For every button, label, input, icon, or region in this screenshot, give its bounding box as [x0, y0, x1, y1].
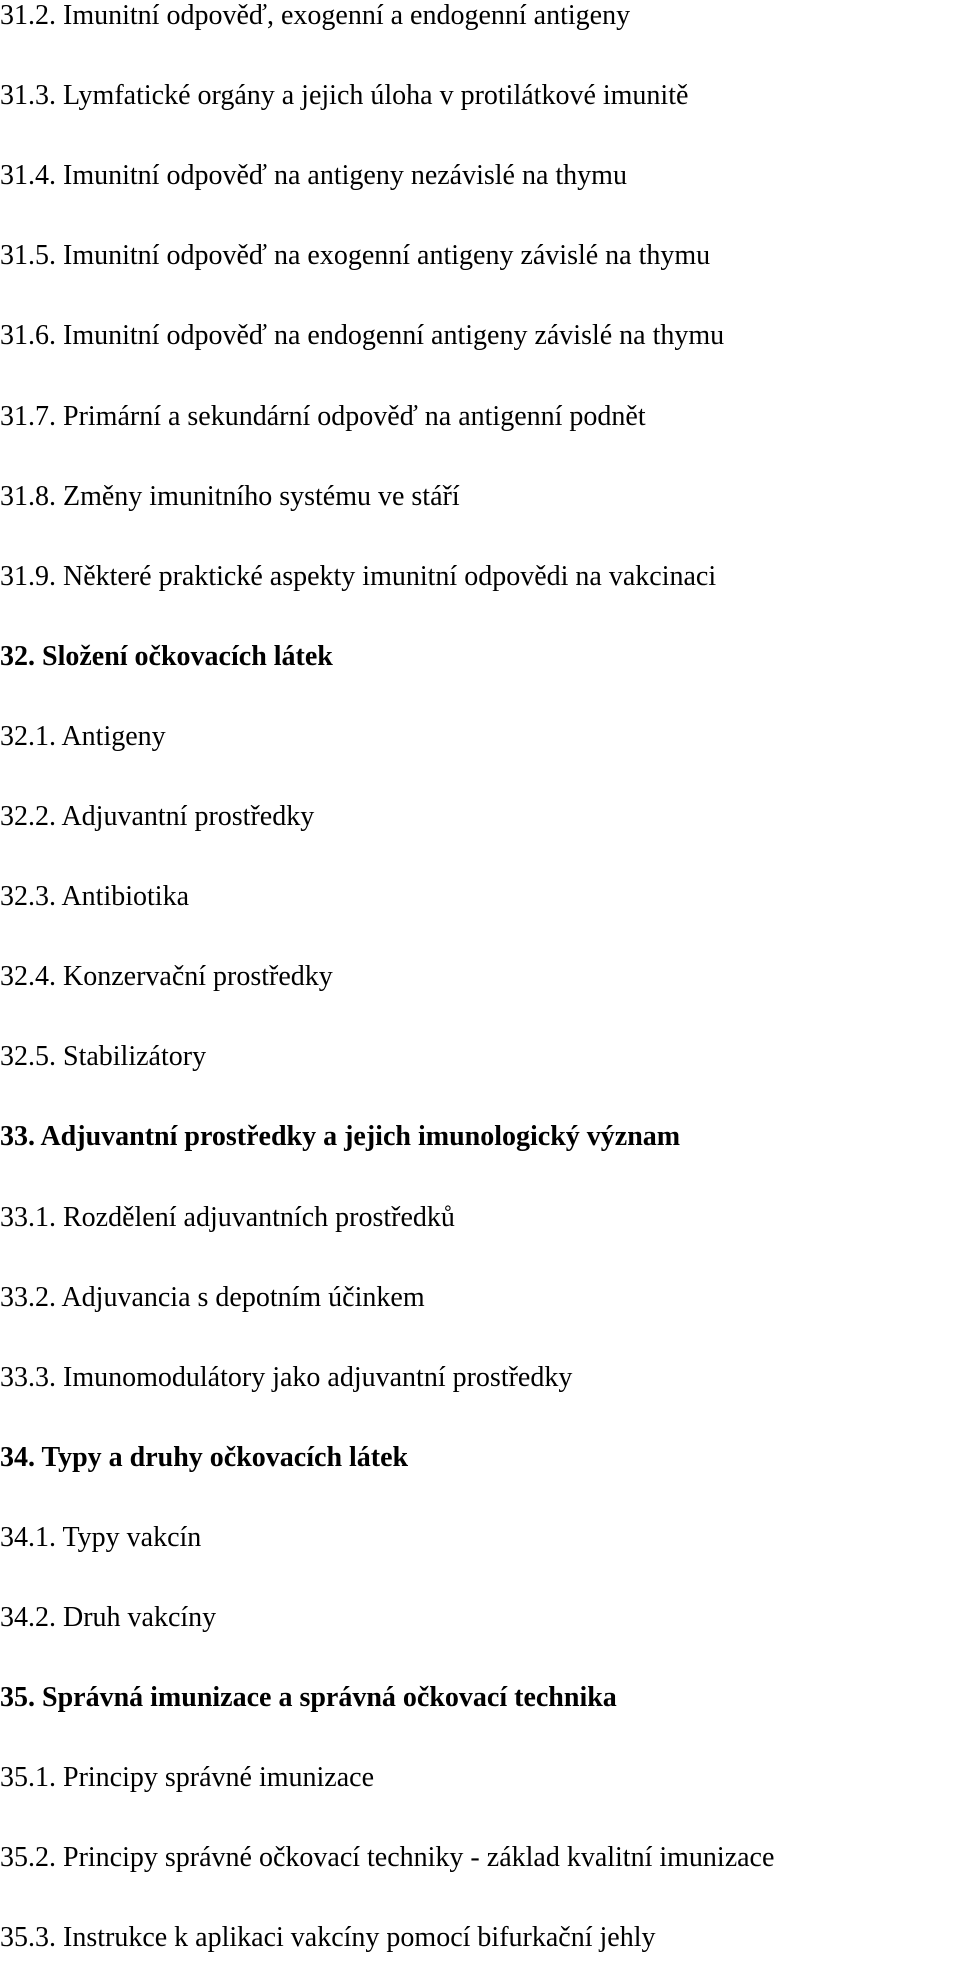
toc-entry: 34.1. Typy vakcín — [0, 1522, 202, 1553]
toc-heading: 32. Složení očkovacích látek — [0, 641, 333, 672]
toc-entry: 34.2. Druh vakcíny — [0, 1602, 217, 1633]
toc-entry: 32.1. Antigeny — [0, 721, 166, 752]
toc-entry: 31.2. Imunitní odpověď, exogenní a endogenní antigeny — [0, 0, 631, 31]
toc-entry: 35.1. Principy správné imunizace — [0, 1762, 375, 1793]
toc-entry: 32.3. Antibiotika — [0, 881, 189, 912]
toc-entry: 33.1. Rozdělení adjuvantních prostředků — [0, 1202, 455, 1233]
toc-heading: 34. Typy a druhy očkovacích látek — [0, 1442, 409, 1473]
toc-heading: 35. Správná imunizace a správná očkovací technika — [0, 1682, 617, 1713]
toc-entry: 35.3. Instrukce k aplikaci vakcíny pomocí bifurkační jehly — [0, 1922, 656, 1953]
toc-entry: 31.6. Imunitní odpověď na endogenní antigeny závislé na thymu — [0, 320, 725, 351]
toc-entry: 32.2. Adjuvantní prostředky — [0, 801, 315, 832]
toc-heading: 33. Adjuvantní prostředky a jejich imunologický význam — [0, 1121, 681, 1152]
toc-entry: 31.8. Změny imunitního systému ve stáří — [0, 481, 460, 512]
toc-entry: 33.3. Imunomodulátory jako adjuvantní prostředky — [0, 1362, 573, 1393]
toc-entry: 35.2. Principy správné očkovací techniky - základ kvalitní imunizace — [0, 1842, 775, 1873]
toc-entry: 33.2. Adjuvancia s depotním účinkem — [0, 1282, 425, 1313]
toc-entry: 31.5. Imunitní odpověď na exogenní antigeny závislé na thymu — [0, 240, 711, 271]
toc-entry: 32.5. Stabilizátory — [0, 1041, 207, 1072]
toc-entry: 31.7. Primární a sekundární odpověď na antigenní podnět — [0, 401, 646, 432]
toc-entry: 31.4. Imunitní odpověď na antigeny nezávislé na thymu — [0, 160, 627, 191]
toc-entry: 31.3. Lymfatické orgány a jejich úloha v protilátkové imunitě — [0, 80, 689, 111]
toc-entry: 31.9. Některé praktické aspekty imunitní odpovědi na vakcinaci — [0, 561, 717, 592]
toc-entry: 32.4. Konzervační prostředky — [0, 961, 333, 992]
